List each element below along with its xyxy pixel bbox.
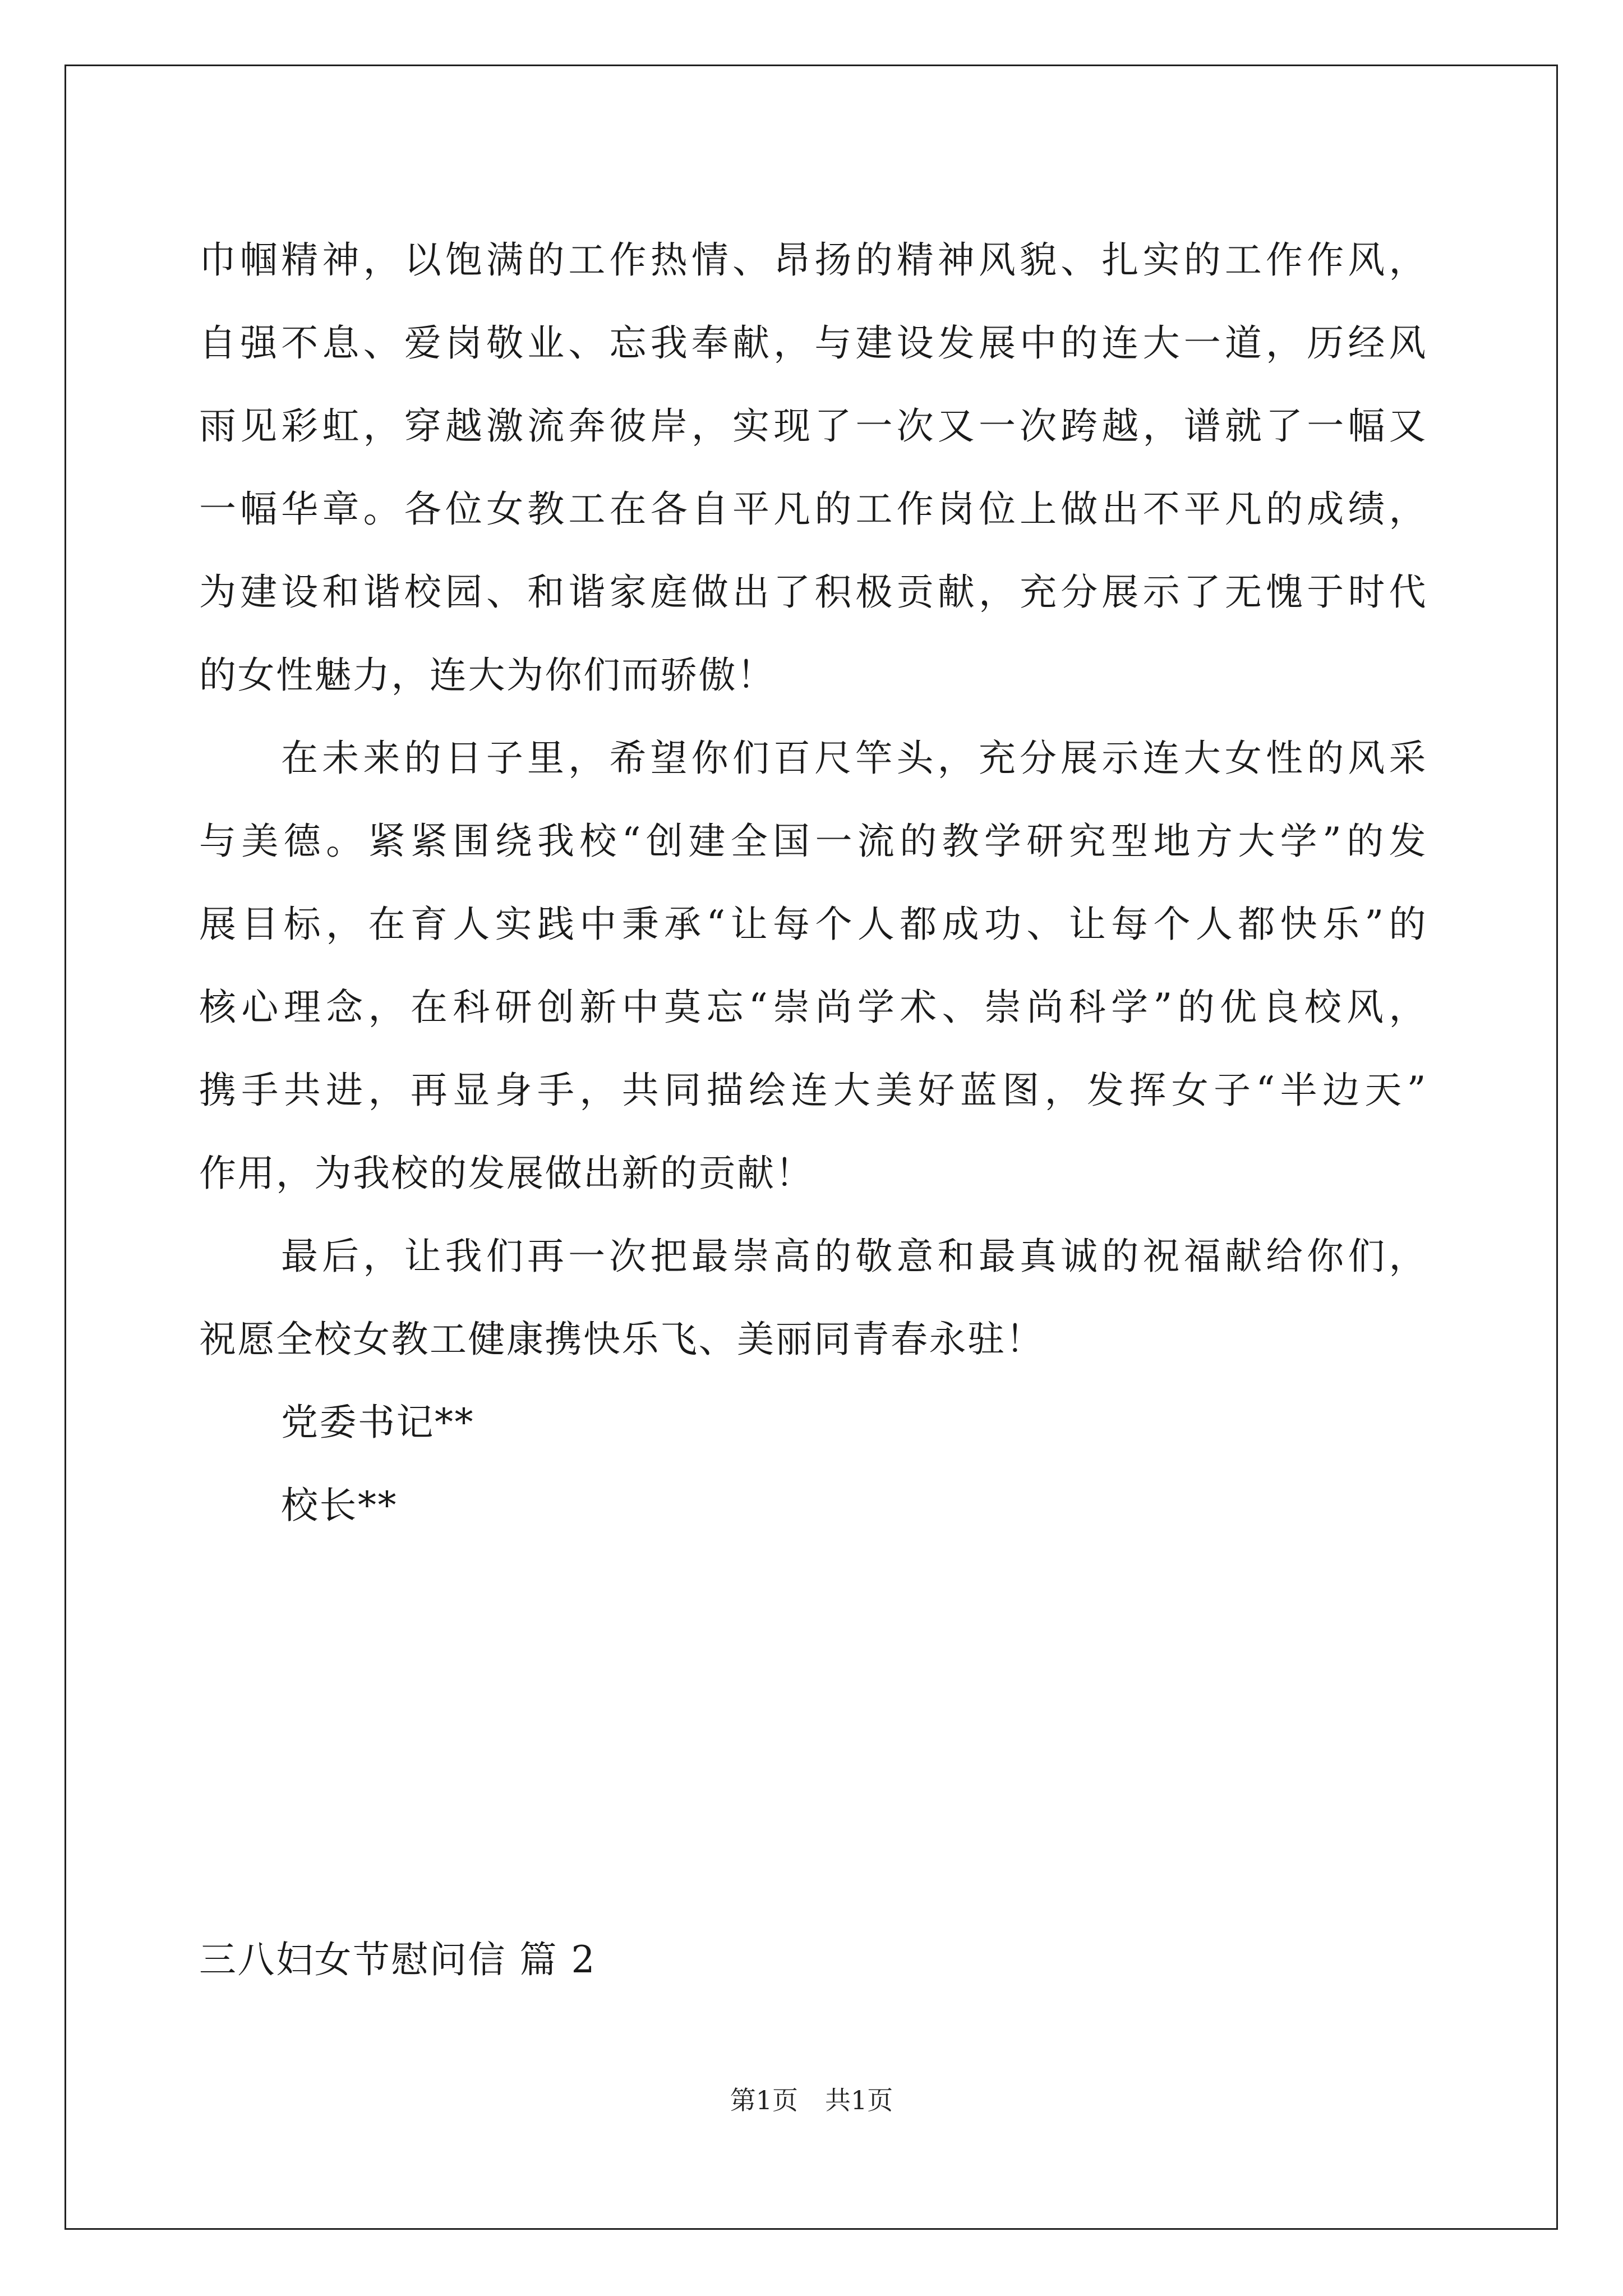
signature-president: 校长** bbox=[281, 1484, 398, 1527]
signature-block bbox=[199, 1381, 1427, 1547]
page-number: 第1页 bbox=[730, 2085, 798, 2115]
paragraph-line: 最后，让我们再一次把最崇高的敬意和最真诚的祝福献给你们， bbox=[281, 1235, 1427, 1278]
paragraph-3 bbox=[199, 1215, 1427, 1381]
paragraph-2 bbox=[199, 717, 1427, 1215]
paragraph-line: 雨见彩虹，穿越激流奔彼岸，实现了一次又一次跨越，谱就了一幅又 bbox=[199, 404, 1427, 448]
page-footer bbox=[0, 2083, 1623, 2117]
letter-body bbox=[199, 219, 1427, 1547]
paragraph-line: 作用，为我校的发展做出新的贡献！ bbox=[199, 1152, 814, 1195]
paragraph-1 bbox=[199, 219, 1427, 717]
paragraph-line: 祝愿全校女教工健康携快乐飞、美丽同青春永驻！ bbox=[199, 1318, 1044, 1361]
paragraph-line: 为建设和谐校园、和谐家庭做出了积极贡献，充分展示了无愧于时代 bbox=[199, 570, 1427, 614]
page-total: 共1页 bbox=[825, 2085, 893, 2115]
paragraph-line: 核心理念，在科研创新中莫忘“崇尚学术、崇尚科学”的优良校风， bbox=[199, 986, 1427, 1029]
signature-party-secretary: 党委书记** bbox=[281, 1401, 474, 1444]
paragraph-line: 与美德。紧紧围绕我校“创建全国一流的教学研究型地方大学”的发 bbox=[199, 820, 1427, 863]
paragraph-line: 自强不息、爱岗敬业、忘我奉献，与建设发展中的连大一道，历经风 bbox=[199, 321, 1427, 365]
section-heading: 三八妇女节慰问信 篇 2 bbox=[199, 1938, 596, 1981]
paragraph-line: 一幅华章。各位女教工在各自平凡的工作岗位上做出不平凡的成绩， bbox=[199, 487, 1427, 531]
paragraph-line: 巾帼精神，以饱满的工作热情、昂扬的精神风貌、扎实的工作作风， bbox=[199, 238, 1427, 282]
paragraph-line: 的女性魅力，连大为你们而骄傲！ bbox=[199, 654, 776, 697]
paragraph-line: 在未来的日子里，希望你们百尺竿头，充分展示连大女性的风采 bbox=[281, 737, 1427, 780]
paragraph-line: 展目标，在育人实践中秉承“让每个人都成功、让每个人都快乐”的 bbox=[199, 903, 1427, 946]
paragraph-line: 携手共进，再显身手，共同描绘连大美好蓝图，发挥女子“半边天” bbox=[199, 1069, 1427, 1112]
